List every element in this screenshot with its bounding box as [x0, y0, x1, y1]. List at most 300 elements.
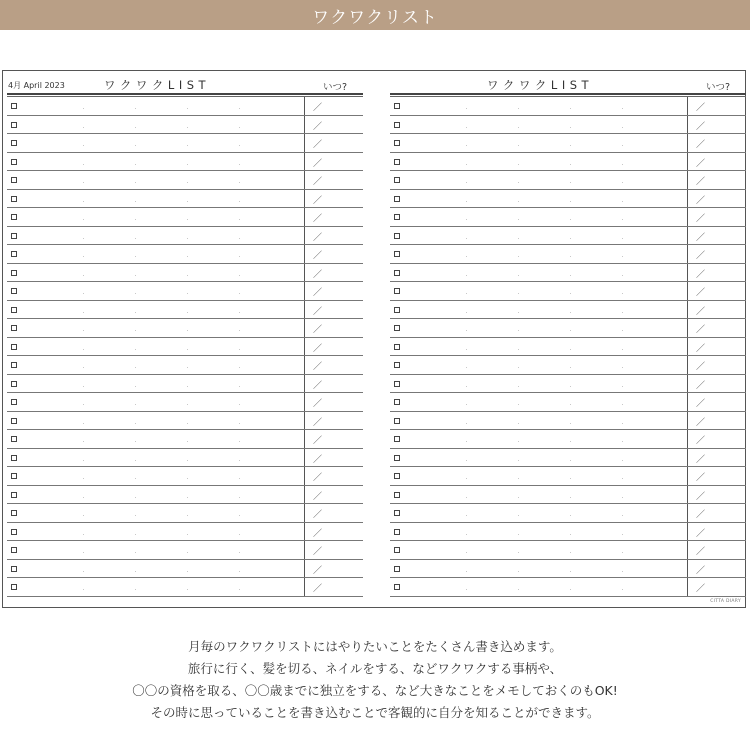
list-row[interactable] [390, 338, 746, 357]
list-row[interactable] [7, 227, 363, 246]
guide-dot [187, 219, 188, 220]
guide-dot [135, 552, 136, 553]
checkbox-icon[interactable] [11, 399, 17, 405]
list-row[interactable] [390, 430, 746, 449]
guide-dot [187, 349, 188, 350]
checkbox-icon[interactable] [11, 529, 17, 535]
checkbox-icon[interactable] [394, 122, 400, 128]
guide-dot [570, 330, 571, 331]
guide-dot [622, 330, 623, 331]
guide-dot [83, 349, 84, 350]
checkbox-icon[interactable] [11, 381, 17, 387]
date-slash[interactable]: ／ [696, 362, 706, 372]
list-row[interactable] [390, 504, 746, 523]
guide-dot [570, 552, 571, 553]
date-slash[interactable]: ／ [313, 399, 323, 409]
guide-dot [239, 108, 240, 109]
checkbox-icon[interactable] [11, 510, 17, 516]
list-row[interactable] [7, 319, 363, 338]
guide-dot [239, 127, 240, 128]
date-slash[interactable]: ／ [313, 269, 323, 280]
guide-dot [570, 312, 571, 313]
checkbox-icon[interactable] [394, 492, 400, 498]
date-slash[interactable]: ／ [696, 195, 706, 206]
guide-dot [466, 404, 467, 405]
date-slash[interactable]: ／ [696, 232, 706, 243]
date-slash[interactable]: ／ [696, 251, 706, 261]
guide-dot [466, 312, 467, 313]
checkbox-icon[interactable] [394, 325, 400, 331]
guide-dot [83, 238, 84, 239]
checkbox-icon[interactable] [394, 288, 400, 294]
list-row[interactable] [390, 375, 746, 394]
date-slash[interactable]: ／ [696, 177, 706, 187]
guide-dot [466, 127, 467, 128]
guide-dot [135, 515, 136, 516]
guide-dot [239, 219, 240, 220]
list-row[interactable] [7, 190, 363, 209]
checkbox-icon[interactable] [394, 177, 400, 183]
date-slash[interactable]: ／ [696, 158, 706, 169]
date-slash[interactable]: ／ [696, 103, 706, 113]
date-slash[interactable]: ／ [313, 584, 323, 594]
guide-dot [135, 571, 136, 572]
checkbox-icon[interactable] [394, 510, 400, 516]
date-slash[interactable]: ／ [313, 454, 323, 465]
date-slash[interactable]: ／ [696, 380, 706, 391]
guide-dot [239, 238, 240, 239]
guide-dot [622, 182, 623, 183]
guide-dot [622, 534, 623, 535]
guide-dot [518, 256, 519, 257]
guide-dot [466, 201, 467, 202]
date-slash[interactable]: ／ [313, 473, 323, 483]
guide-dot [135, 460, 136, 461]
guide-dot [518, 386, 519, 387]
checkbox-icon[interactable] [11, 473, 17, 479]
guide-dot [622, 423, 623, 424]
guide-dot [135, 423, 136, 424]
left-list-title: ワクワクLIST [103, 78, 211, 92]
diary-spread [2, 70, 746, 608]
list-row[interactable] [390, 134, 746, 153]
checkbox-icon[interactable] [394, 399, 400, 405]
checkbox-icon[interactable] [394, 362, 400, 368]
list-row[interactable] [7, 504, 363, 523]
date-slash[interactable]: ／ [696, 306, 706, 317]
list-row[interactable] [7, 467, 363, 486]
list-row[interactable] [7, 153, 363, 172]
list-row[interactable] [390, 486, 746, 505]
checkbox-icon[interactable] [394, 233, 400, 239]
checkbox-icon[interactable] [11, 251, 17, 257]
guide-dot [239, 145, 240, 146]
date-slash[interactable]: ／ [313, 251, 323, 261]
guide-dot [83, 534, 84, 535]
guide-dot [187, 182, 188, 183]
guide-dot [466, 293, 467, 294]
guide-dot [466, 164, 467, 165]
checkbox-icon[interactable] [394, 547, 400, 553]
guide-dot [239, 293, 240, 294]
list-row[interactable] [390, 245, 746, 264]
checkbox-icon[interactable] [394, 566, 400, 572]
list-row[interactable] [7, 264, 363, 283]
checkbox-icon[interactable] [11, 196, 17, 202]
checkbox-icon[interactable] [394, 196, 400, 202]
guide-dot [187, 515, 188, 516]
guide-dot [239, 164, 240, 165]
guide-dot [466, 275, 467, 276]
checkbox-icon[interactable] [394, 436, 400, 442]
date-slash[interactable]: ／ [313, 528, 323, 539]
list-row[interactable] [7, 541, 363, 560]
list-row[interactable] [7, 560, 363, 579]
guide-dot [570, 182, 571, 183]
guide-dot [187, 589, 188, 590]
guide-dot [187, 164, 188, 165]
list-row[interactable] [7, 449, 363, 468]
guide-dot [518, 293, 519, 294]
list-row[interactable] [390, 282, 746, 301]
guide-dot [187, 460, 188, 461]
guide-dot [570, 145, 571, 146]
guide-dot [466, 497, 467, 498]
date-slash[interactable]: ／ [696, 417, 706, 428]
guide-dot [239, 423, 240, 424]
guide-dot [239, 256, 240, 257]
guide-dot [466, 330, 467, 331]
checkbox-icon[interactable] [394, 455, 400, 461]
guide-dot [518, 127, 519, 128]
date-slash[interactable]: ／ [313, 362, 323, 372]
guide-dot [83, 256, 84, 257]
guide-dot [466, 441, 467, 442]
checkbox-icon[interactable] [394, 251, 400, 257]
guide-dot [239, 571, 240, 572]
checkbox-icon[interactable] [394, 140, 400, 146]
list-row[interactable] [7, 578, 363, 597]
checkbox-icon[interactable] [11, 325, 17, 331]
guide-dot [518, 238, 519, 239]
guide-dot [187, 423, 188, 424]
guide-dot [187, 386, 188, 387]
guide-dot [187, 238, 188, 239]
list-row[interactable] [390, 356, 746, 375]
list-row[interactable] [390, 153, 746, 172]
right-list-title: ワクワクLIST [486, 78, 594, 92]
date-slash[interactable]: ／ [313, 177, 323, 187]
guide-dot [187, 552, 188, 553]
list-row[interactable] [7, 356, 363, 375]
list-row[interactable] [7, 245, 363, 264]
guide-dot [518, 423, 519, 424]
guide-dot [570, 219, 571, 220]
checkbox-icon[interactable] [11, 177, 17, 183]
checkbox-icon[interactable] [11, 140, 17, 146]
guide-dot [239, 460, 240, 461]
guide-dot [135, 219, 136, 220]
list-row[interactable] [390, 171, 746, 190]
guide-dot [239, 515, 240, 516]
list-row[interactable] [7, 97, 363, 116]
list-row[interactable] [390, 116, 746, 135]
list-row[interactable] [7, 430, 363, 449]
guide-dot [187, 127, 188, 128]
list-row[interactable] [390, 264, 746, 283]
guide-dot [83, 275, 84, 276]
caption-line: その時に思っていることを書き込むことで客観的に自分を知ることができます。 [150, 705, 600, 720]
guide-dot [622, 256, 623, 257]
date-slash[interactable]: ／ [696, 399, 706, 409]
guide-dot [466, 552, 467, 553]
date-slash[interactable]: ／ [696, 584, 706, 594]
date-slash[interactable]: ／ [313, 195, 323, 206]
date-slash[interactable]: ／ [313, 158, 323, 169]
guide-dot [135, 349, 136, 350]
list-row[interactable] [390, 97, 746, 116]
checkbox-icon[interactable] [394, 307, 400, 313]
left-wish-rows [7, 97, 363, 597]
guide-dot [135, 256, 136, 257]
guide-dot [518, 571, 519, 572]
list-row[interactable] [390, 449, 746, 468]
list-row[interactable] [390, 523, 746, 542]
list-row[interactable] [7, 208, 363, 227]
date-slash[interactable]: ／ [696, 343, 706, 354]
date-slash[interactable]: ／ [313, 491, 323, 502]
date-slash[interactable]: ／ [313, 510, 323, 520]
date-slash[interactable]: ／ [313, 436, 323, 446]
checkbox-icon[interactable] [394, 584, 400, 590]
guide-dot [187, 367, 188, 368]
checkbox-icon[interactable] [394, 381, 400, 387]
date-slash[interactable]: ／ [696, 325, 706, 335]
guide-dot [187, 256, 188, 257]
guide-dot [239, 330, 240, 331]
date-slash[interactable]: ／ [696, 454, 706, 465]
guide-dot [83, 441, 84, 442]
guide-dot [466, 589, 467, 590]
list-row[interactable] [7, 301, 363, 320]
guide-dot [518, 534, 519, 535]
checkbox-icon[interactable] [394, 103, 400, 109]
guide-dot [622, 349, 623, 350]
guide-dot [622, 571, 623, 572]
guide-dot [135, 182, 136, 183]
guide-dot [135, 386, 136, 387]
guide-dot [135, 201, 136, 202]
checkbox-icon[interactable] [11, 455, 17, 461]
guide-dot [239, 367, 240, 368]
list-row[interactable] [390, 190, 746, 209]
guide-dot [570, 460, 571, 461]
date-slash[interactable]: ／ [313, 121, 323, 132]
guide-dot [622, 164, 623, 165]
list-row[interactable] [390, 412, 746, 431]
guide-dot [135, 404, 136, 405]
list-row[interactable] [7, 116, 363, 135]
guide-dot [622, 238, 623, 239]
guide-dot [466, 219, 467, 220]
guide-dot [83, 589, 84, 590]
checkbox-icon[interactable] [11, 307, 17, 313]
checkbox-icon[interactable] [11, 436, 17, 442]
guide-dot [83, 386, 84, 387]
checkbox-icon[interactable] [11, 566, 17, 572]
guide-dot [83, 423, 84, 424]
guide-dot [518, 552, 519, 553]
date-slash[interactable]: ／ [696, 473, 706, 483]
checkbox-icon[interactable] [11, 103, 17, 109]
date-slash[interactable]: ／ [696, 288, 706, 298]
checkbox-icon[interactable] [11, 214, 17, 220]
guide-dot [466, 460, 467, 461]
list-row[interactable] [7, 375, 363, 394]
list-row[interactable] [7, 523, 363, 542]
guide-dot [83, 404, 84, 405]
guide-dot [518, 589, 519, 590]
checkbox-icon[interactable] [11, 233, 17, 239]
list-row[interactable] [390, 560, 746, 579]
date-slash[interactable]: ／ [696, 269, 706, 280]
list-row[interactable] [390, 301, 746, 320]
right-wish-rows [390, 97, 746, 597]
date-slash[interactable]: ／ [313, 232, 323, 243]
checkbox-icon[interactable] [11, 288, 17, 294]
guide-dot [518, 367, 519, 368]
list-row[interactable] [7, 393, 363, 412]
guide-dot [83, 127, 84, 128]
guide-dot [83, 571, 84, 572]
date-slash[interactable]: ／ [696, 214, 706, 224]
guide-dot [570, 441, 571, 442]
guide-dot [622, 478, 623, 479]
guide-dot [187, 571, 188, 572]
guide-dot [239, 182, 240, 183]
list-row[interactable] [390, 541, 746, 560]
date-slash[interactable]: ／ [696, 565, 706, 576]
guide-dot [570, 108, 571, 109]
date-slash[interactable]: ／ [696, 528, 706, 539]
guide-dot [187, 497, 188, 498]
guide-dot [239, 404, 240, 405]
checkbox-icon[interactable] [11, 362, 17, 368]
list-row[interactable] [7, 282, 363, 301]
checkbox-icon[interactable] [11, 122, 17, 128]
date-slash[interactable]: ／ [696, 436, 706, 446]
checkbox-icon[interactable] [394, 418, 400, 424]
date-slash[interactable]: ／ [313, 214, 323, 224]
caption [0, 636, 750, 724]
guide-dot [187, 275, 188, 276]
checkbox-icon[interactable] [11, 344, 17, 350]
date-slash[interactable]: ／ [696, 140, 706, 150]
guide-dot [135, 534, 136, 535]
list-row[interactable] [390, 319, 746, 338]
guide-dot [570, 275, 571, 276]
guide-dot [622, 589, 623, 590]
checkbox-icon[interactable] [11, 270, 17, 276]
date-slash[interactable]: ／ [313, 325, 323, 335]
date-slash[interactable]: ／ [313, 547, 323, 557]
date-slash[interactable]: ／ [313, 288, 323, 298]
guide-dot [622, 293, 623, 294]
date-slash[interactable]: ／ [313, 306, 323, 317]
date-slash[interactable]: ／ [696, 121, 706, 132]
guide-dot [83, 312, 84, 313]
guide-dot [570, 589, 571, 590]
checkbox-icon[interactable] [11, 547, 17, 553]
checkbox-icon[interactable] [394, 473, 400, 479]
checkbox-icon[interactable] [11, 492, 17, 498]
list-row[interactable] [390, 393, 746, 412]
guide-dot [83, 164, 84, 165]
list-row[interactable] [7, 486, 363, 505]
guide-dot [83, 145, 84, 146]
checkbox-icon[interactable] [394, 159, 400, 165]
list-row[interactable] [7, 171, 363, 190]
guide-dot [187, 404, 188, 405]
checkbox-icon[interactable] [394, 214, 400, 220]
left-page-header [7, 71, 363, 97]
list-row[interactable] [7, 134, 363, 153]
guide-dot [622, 201, 623, 202]
date-slash[interactable]: ／ [696, 491, 706, 502]
date-slash[interactable]: ／ [696, 510, 706, 520]
list-row[interactable] [390, 208, 746, 227]
date-slash[interactable]: ／ [313, 103, 323, 113]
checkbox-icon[interactable] [394, 529, 400, 535]
guide-dot [622, 145, 623, 146]
guide-dot [570, 238, 571, 239]
guide-dot [83, 219, 84, 220]
guide-dot [622, 275, 623, 276]
list-row[interactable] [390, 578, 746, 597]
date-slash[interactable]: ／ [313, 140, 323, 150]
guide-dot [135, 108, 136, 109]
guide-dot [239, 441, 240, 442]
date-slash[interactable]: ／ [313, 417, 323, 428]
guide-dot [83, 330, 84, 331]
guide-dot [518, 275, 519, 276]
checkbox-icon[interactable] [394, 344, 400, 350]
date-slash[interactable]: ／ [696, 547, 706, 557]
checkbox-icon[interactable] [11, 418, 17, 424]
list-row[interactable] [7, 412, 363, 431]
guide-dot [135, 293, 136, 294]
date-slash[interactable]: ／ [313, 565, 323, 576]
list-row[interactable] [7, 338, 363, 357]
date-slash[interactable]: ／ [313, 380, 323, 391]
list-row[interactable] [390, 467, 746, 486]
brand-mark: CITTA DIARY [710, 599, 741, 604]
guide-dot [239, 497, 240, 498]
guide-dot [187, 108, 188, 109]
guide-dot [83, 497, 84, 498]
guide-dot [466, 515, 467, 516]
guide-dot [466, 238, 467, 239]
date-slash[interactable]: ／ [313, 343, 323, 354]
checkbox-icon[interactable] [11, 584, 17, 590]
list-row[interactable] [390, 227, 746, 246]
guide-dot [570, 386, 571, 387]
guide-dot [622, 404, 623, 405]
guide-dot [239, 478, 240, 479]
checkbox-icon[interactable] [394, 270, 400, 276]
guide-dot [135, 497, 136, 498]
checkbox-icon[interactable] [11, 159, 17, 165]
